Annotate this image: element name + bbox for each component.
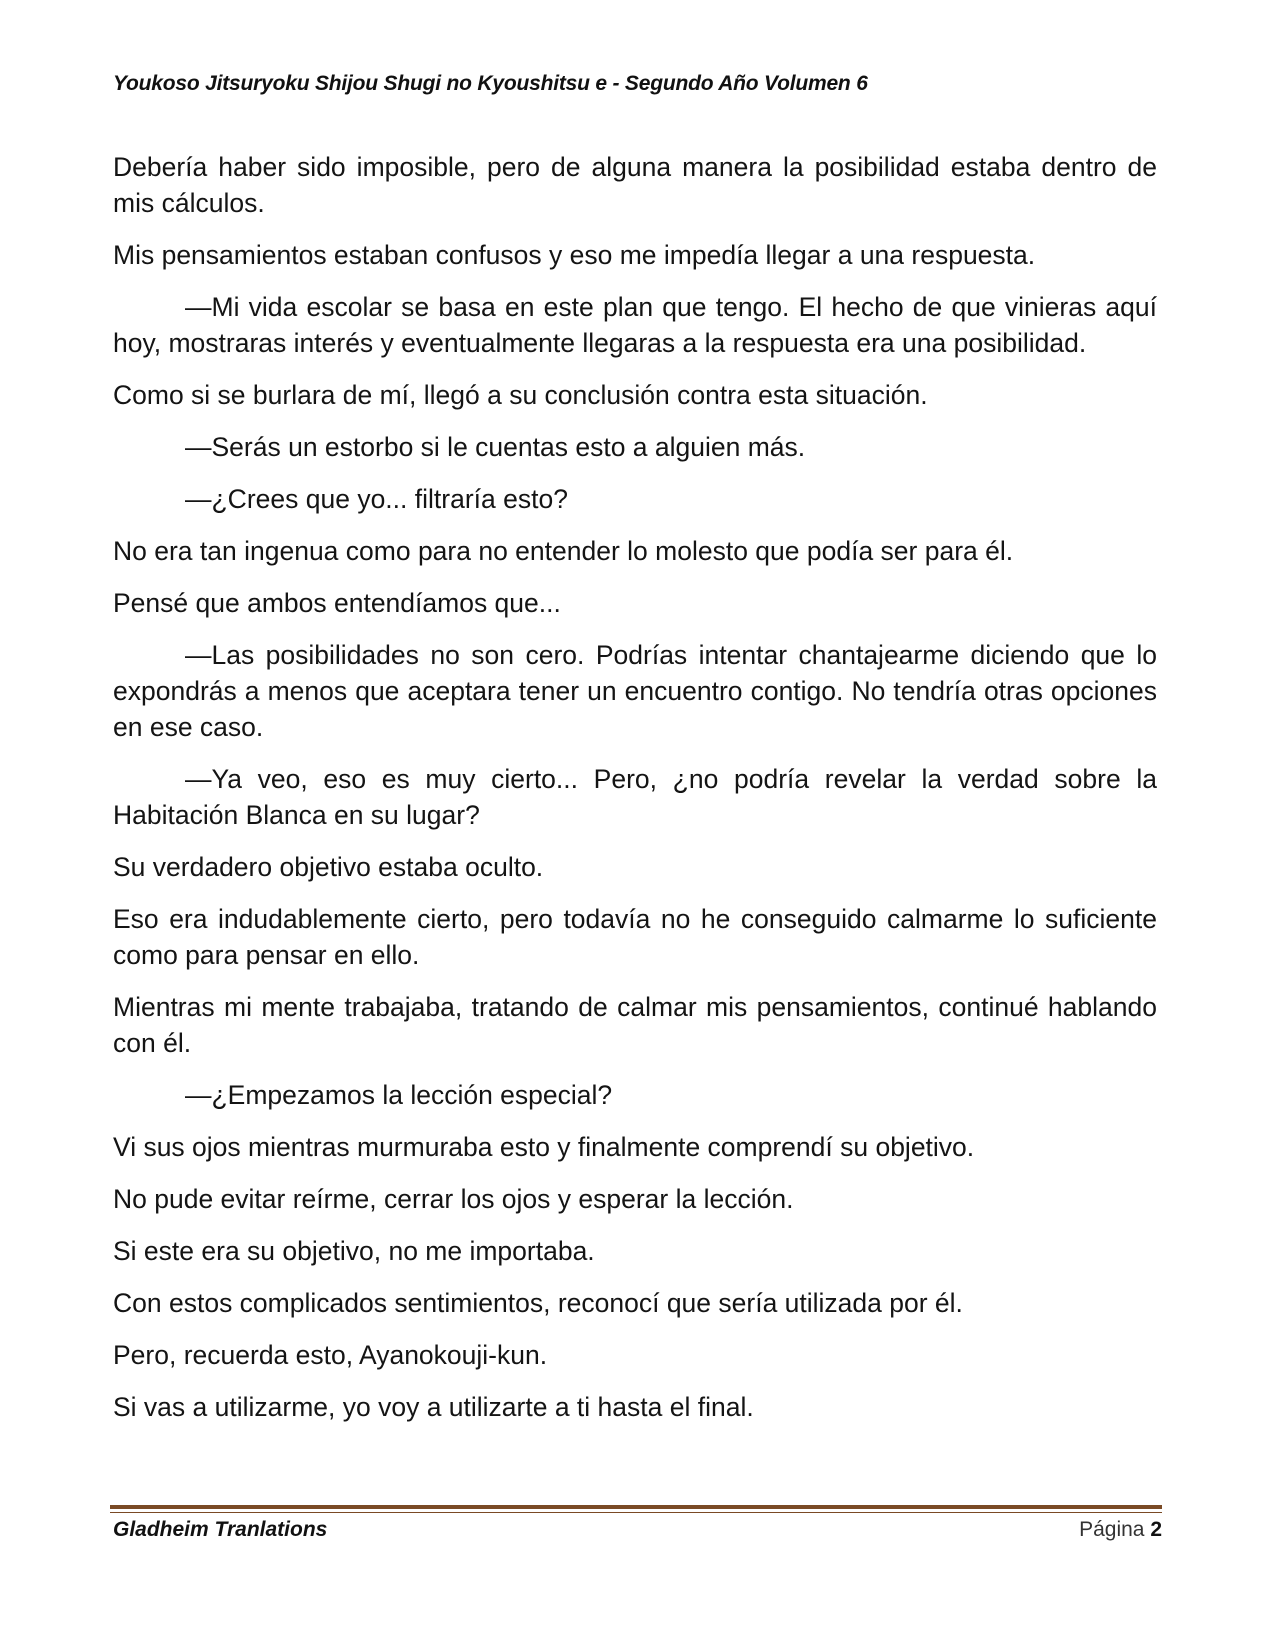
footer-credit: Gladheim Tranlations [113,1518,328,1541]
paragraph-17: Si este era su objetivo, no me importaba. [113,1236,595,1266]
paragraph-16: No pude evitar reírme, cerrar los ojos y esperar la lección. [113,1184,794,1214]
paragraph-1: Debería haber sido imposible, pero de alguna manera la posibilidad estaba dentro de mis cálculos. [113,152,1157,218]
body-text [113,149,1157,1441]
paragraph-15: Vi sus ojos mientras murmuraba esto y finalmente comprendí su objetivo. [113,1132,975,1162]
paragraph-12: Eso era indudablemente cierto, pero todavía no he conseguido calmarme lo suficiente como para pensar en ello. [113,904,1157,970]
paragraph-18: Con estos complicados sentimientos, reconocí que sería utilizada por él. [113,1288,963,1318]
paragraph-8: Pensé que ambos entendíamos que... [113,588,561,618]
paragraph-14: —¿Empezamos la lección especial? [185,1080,613,1110]
page-number: 2 [1150,1518,1162,1541]
paragraph-3: —Mi vida escolar se basa en este plan que tengo. El hecho de que vinieras aquí hoy, mostraras interés y eventualmente llegaras a la respuesta era una posibilidad. [113,292,1157,358]
paragraph-13: Mientras mi mente trabajaba, tratando de calmar mis pensamientos, continué hablando con él. [113,992,1157,1058]
paragraph-11: Su verdadero objetivo estaba oculto. [113,852,544,882]
paragraph-20: Si vas a utilizarme, yo voy a utilizarte a ti hasta el final. [113,1392,754,1422]
footer-divider-thick [110,1505,1162,1509]
paragraph-2: Mis pensamientos estaban confusos y eso me impedía llegar a una respuesta. [113,240,1036,270]
paragraph-10: —Ya veo, eso es muy cierto... Pero, ¿no podría revelar la verdad sobre la Habitación Blanca en su lugar? [113,764,1157,830]
paragraph-19: Pero, recuerda esto, Ayanokouji-kun. [113,1340,548,1370]
paragraph-7: No era tan ingenua como para no entender lo molesto que podía ser para él. [113,536,1014,566]
paragraph-4: Como si se burlara de mí, llegó a su conclusión contra esta situación. [113,380,928,410]
page-label: Página [1079,1518,1145,1541]
paragraph-9: —Las posibilidades no son cero. Podrías intentar chantajearme diciendo que lo expondrás a menos que aceptara tener un encuentro contigo. No tendría otras opciones en ese caso. [113,640,1157,742]
paragraph-5: —Serás un estorbo si le cuentas esto a alguien más. [185,432,806,462]
footer-page-indicator [1079,1518,1162,1542]
page-header-title: Youkoso Jitsuryoku Shijou Shugi no Kyoushitsu e - Segundo Año Volumen 6 [113,72,868,95]
paragraph-6: —¿Crees que yo... filtraría esto? [185,484,568,514]
footer-divider-thin [110,1512,1162,1513]
